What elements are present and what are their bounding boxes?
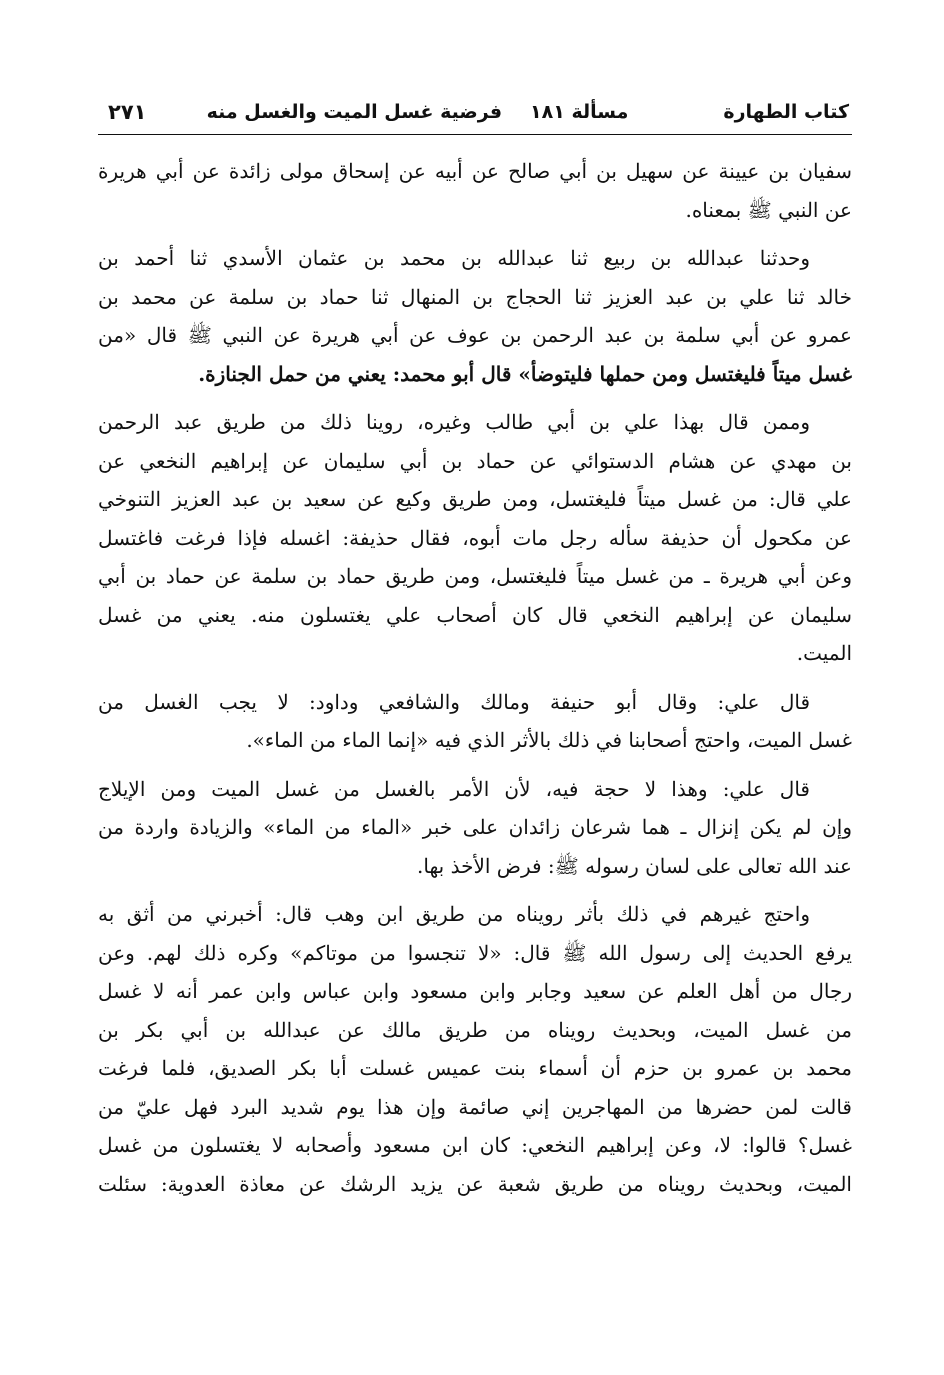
- text-line: قال علي: وهذا لا حجة فيه، لأن الأمر بالغسل من غسل الميت ومن الإيلاج: [98, 776, 810, 801]
- issue-number: مسألة ١٨١: [530, 101, 629, 123]
- text-line: خالد ثنا علي بن عبد العزيز ثنا الحجاج بن المنهال ثنا حماد بن سلمة عن محمد بن: [98, 284, 852, 309]
- text-line: غسل؟ قالوا: لا، وعن إبراهيم النخعي: كان ابن مسعود وأصحابه لا يغتسلون من غسل: [98, 1133, 852, 1157]
- text-line: سليمان عن إبراهيم النخعي قال كان أصحاب علي يغتسلون منه. يعني من غسل: [98, 602, 852, 627]
- text-line: غسل الميت، واحتج أصحابنا في ذلك بالأثر الذي فيه «إنما الماء من الماء».: [246, 728, 852, 752]
- text-line: علي قال: من غسل ميتاً فليغتسل، ومن طريق وكيع عن سعيد بن عبد العزيز التنوخي: [98, 487, 852, 511]
- text-line: عن مكحول أن حذيفة سأله رجل مات أبوه، فقال حذيفة: اغسله فإذا فرغت فاغتسل: [98, 525, 852, 550]
- book-title: كتاب الطهارة: [723, 101, 849, 123]
- text-line: قال علي: وقال أبو حنيفة ومالك والشافعي وداود: لا يجب الغسل من: [98, 689, 810, 714]
- paragraph: [98, 683, 852, 760]
- page-body: [98, 152, 852, 1213]
- text-line: رجال من أهل العلم عن سعيد وجابر وابن مسعود وابن عباس وابن عمر أنه لا غسل: [98, 979, 852, 1003]
- paragraph: [98, 403, 852, 673]
- text-line: وحدثنا عبدالله بن ربيع ثنا عبدالله بن محمد بن عثمان الأسدي ثنا أحمد بن: [98, 246, 810, 270]
- section-topic: فرضية غسل الميت والغسل منه: [206, 101, 503, 123]
- text-line: سفيان بن عيينة عن سهيل بن أبي صالح عن أبيه عن إسحاق مولى زائدة عن أبي هريرة: [98, 159, 852, 183]
- text-line: الميت، وبحديث رويناه من طريق شعبة عن يزيد الرشك عن معاذة العدوية: سئلت: [98, 1171, 852, 1196]
- text-line: محمد بن عمرو بن حزم أن أسماء بنت عميس غسلت أبا بكر الصديق، فلما فرغت: [98, 1056, 852, 1080]
- paragraph: [98, 239, 852, 393]
- paragraph: [98, 895, 852, 1203]
- text-line: وممن قال بهذا علي بن أبي طالب وغيره، روينا ذلك من طريق عبد الرحمن: [98, 410, 810, 434]
- text-line: عند الله تعالى على لسان رسوله ﷺ: فرض الأخذ بها.: [417, 853, 852, 878]
- text-line: من غسل الميت، وبحديث رويناه من طريق مالك عن عبدالله بن أبي بكر بن: [98, 1017, 852, 1042]
- text-line: قالت لمن حضرها من المهاجرين إني صائمة وإن هذا يوم شديد البرد فهل عليّ من: [98, 1094, 852, 1119]
- text-line: وإن لم يكن إنزال ـ هما شرعان زائدان على خبر «الماء من الماء» والزيادة واردة من: [98, 815, 852, 839]
- page-number: ٢٧١: [108, 100, 147, 124]
- text-line: عمرو عن أبي سلمة بن عبد الرحمن بن عوف عن أبي هريرة عن النبي ﷺ قال «من: [98, 323, 852, 347]
- running-header: [108, 92, 849, 132]
- text-line: واحتج غيرهم في ذلك بأثر رويناه من طريق ابن وهب قال: أخبرني من أثق به: [98, 902, 810, 926]
- text-line: الميت.: [796, 641, 852, 665]
- header-rule: [98, 134, 852, 135]
- text-line: وعن أبي هريرة ـ من غسل ميتاً فليغتسل، ومن طريق حماد بن سلمة عن حماد بن أبي: [98, 564, 852, 588]
- text-line: غسل ميتاً فليغتسل ومن حملها فليتوضأ» قال أبو محمد: يعني من حمل الجنازة.: [198, 361, 852, 386]
- text-line: يرفع الحديث إلى رسول الله ﷺ قال: «لا تنجسوا من موتاكم» وكره ذلك لهم. وعن: [98, 940, 852, 965]
- text-line: بن مهدي عن هشام الدستوائي عن حماد بن أبي سليمان عن إبراهيم النخعي عن: [98, 448, 852, 473]
- text-line: عن النبي ﷺ بمعناه.: [685, 197, 852, 222]
- paragraph: [98, 770, 852, 886]
- paragraph: [98, 152, 852, 229]
